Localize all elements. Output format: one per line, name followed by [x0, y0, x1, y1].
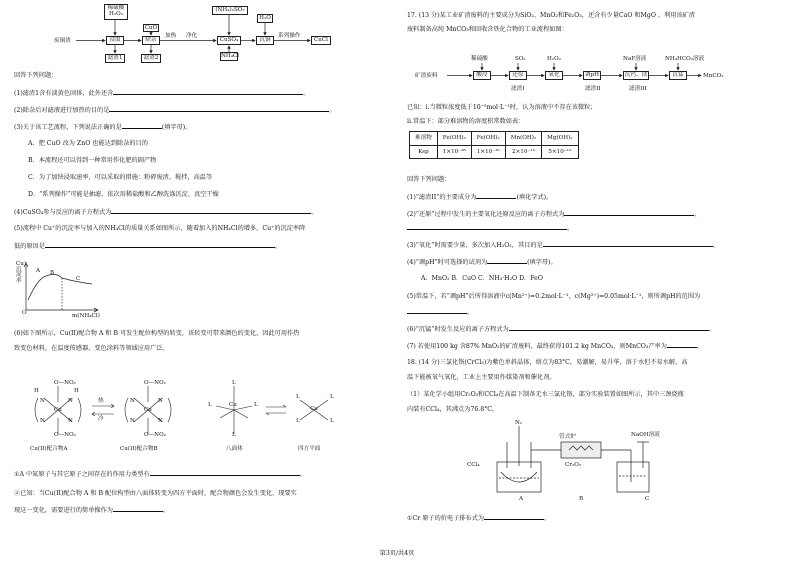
- left-q3: (3)关于该工艺流程，下列说法正确的是 (填字母)。: [14, 124, 192, 131]
- left-q3-b: B．本流程还可以得到一种常用作化肥的副产物: [28, 157, 157, 164]
- rflow-input: 矿渣废料: [415, 73, 438, 79]
- ksp-table-row: [410, 132, 579, 146]
- q17-known-2: ii.常温下：部分难溶物的溶度积常数如表：: [407, 118, 525, 125]
- complex-b-n1: N: [130, 398, 135, 404]
- left-q2: (2)除杂后对滤液进行加热的目的是 。: [14, 107, 336, 114]
- app-a: A: [519, 496, 524, 502]
- octa-cu: Cu: [229, 402, 237, 408]
- q17-2: (2)“还原”过程中发生的主要氧化还原反应的离子方程式为 、: [407, 211, 701, 218]
- left-q6-2-cont: 现这一变化，需要进行的简单操作为 。: [14, 507, 170, 514]
- app-n2: N₂: [515, 420, 523, 426]
- square-l1: L: [296, 394, 300, 400]
- page-footer: 第3页/共4页: [379, 550, 415, 557]
- flow-adjust: 除杂: [142, 36, 160, 45]
- flow-heat: 加热: [165, 33, 177, 39]
- q17-7: (7) 若使用100 kg 含87% MnO₂的矿渣废料，最终获得101.2 kg MnCO₃，则MnCO₃产率为 。: [407, 343, 704, 350]
- complex-a-h1: H: [34, 388, 39, 394]
- rflow-step1: 酸浸: [473, 71, 491, 80]
- rflow-res3: 滤渣III: [629, 86, 647, 92]
- complex-b-no2-bottom: O—NO₂: [144, 432, 166, 438]
- complex-a-h2: H: [74, 388, 79, 394]
- app-ccl4: CCl₄: [467, 462, 480, 468]
- left-q3-a: A．把 CuO 改为 ZnO 也能达到除杂的目的: [28, 140, 148, 147]
- ksp-cell: 5×10⁻¹²: [542, 145, 578, 159]
- rflow-step5: 沉钙、镁: [624, 72, 648, 78]
- flow-series: 系列操作: [278, 33, 301, 39]
- octa-l2: L: [208, 402, 212, 408]
- q18-1-sub: ①Cr 原子的价电子排布式为 。: [407, 515, 551, 522]
- left-q6-1: ①A 中氮原子与其它原子之间存在的作用力类型有 。: [14, 471, 306, 478]
- app-tube: 管式炉: [559, 434, 576, 440]
- q17-5-blank: 。: [407, 308, 785, 316]
- complex-a-n3: N: [40, 418, 45, 424]
- flow-water: H₂O: [257, 14, 273, 23]
- octa-l1: L: [232, 380, 236, 386]
- flow-arrows: [14, 0, 386, 70]
- rflow-step2: 还原: [509, 71, 527, 80]
- q18-stem: 18. (14 分)三氯化铬(CrCl₃)为紫色单斜晶体，熔点为83°C，易潮解，易升华，溶于水但不易水解，高: [407, 359, 688, 366]
- ksp-cell: Mg(OH)₂: [542, 132, 578, 146]
- q18-stem-cont: 温下能被氧气氧化，工业上主要用作媒染剂和催化剂。: [407, 374, 556, 381]
- square-l3: L: [296, 418, 300, 424]
- flow-filter1: 滤渣1: [105, 54, 125, 63]
- q17-4: (4)“调pH”时可选择的试剂为 (填字母)。: [407, 259, 557, 266]
- app-b: B: [579, 496, 584, 502]
- q17-6: (6)“沉锰”时发生反应的离子方程式为 。: [407, 326, 715, 333]
- complex-b-cu: Cu: [144, 407, 152, 413]
- q17-1: (1)“滤渣II”的主要成分为 (填化学式)。: [407, 194, 553, 201]
- ksp-cell: Fe(OH)₂: [471, 132, 505, 146]
- complex-a-n4: N: [68, 418, 73, 424]
- flow-mix: 沉铜: [256, 36, 274, 45]
- rflow-step3: 氧化: [545, 71, 563, 80]
- ksp-cell: 难溶物: [410, 132, 438, 146]
- ksp-cell: 2×10⁻¹³: [505, 145, 541, 159]
- complex-b-n3: N: [130, 418, 135, 424]
- ksp-table-row: [410, 145, 579, 159]
- flow-product: CuCl: [311, 36, 331, 45]
- complex-a-n2: N: [68, 398, 73, 404]
- graph-point-a: A: [36, 268, 41, 274]
- left-column: [14, 0, 386, 545]
- precip-graph-svg: [16, 260, 106, 320]
- flow-nh4cl: NH₄Cl: [221, 53, 240, 59]
- flow-filter2: 滤渣2: [141, 54, 161, 63]
- app-naoh: NaOH溶液: [631, 432, 660, 438]
- rflow-res2: 滤渣II: [585, 86, 601, 92]
- square-l2: L: [330, 394, 334, 400]
- left-q6-cont: 致变色材料，在温度传感器、变色涂料等领域应用广泛。: [14, 345, 169, 352]
- q17-2-blank: 。: [407, 224, 785, 232]
- rflow-arrows: [407, 0, 785, 100]
- rflow-nh4hco3: NH₄HCO₃溶液: [665, 56, 705, 62]
- left-q5-cont: 低的原因是 。: [14, 243, 282, 250]
- right-column: [407, 0, 785, 545]
- left-q-intro: 回答下列问题：: [14, 72, 58, 79]
- apparatus-svg: [437, 422, 737, 502]
- square-label: 四方平面: [298, 446, 321, 452]
- ksp-table: [409, 131, 579, 159]
- rflow-h2o2: H₂O₂: [547, 56, 561, 62]
- q17-stem-cont: 废料制备高纯 MnCO₃和回收含铁化合物的工业流程如图：: [407, 26, 568, 33]
- complex-a-no2-top: O—NO₂: [54, 380, 76, 386]
- octa-l4: L: [232, 432, 236, 438]
- octa-label: 八面体: [226, 446, 243, 452]
- rflow-step6: 沉锰: [669, 71, 687, 80]
- graph-point-c: C: [76, 276, 81, 282]
- complex-a-label: Cu(II)配合物A: [30, 446, 68, 452]
- complex-b-n2: N: [158, 398, 163, 404]
- graph-xlabel: m(NH₄Cl): [72, 313, 100, 319]
- left-q3-d: D．“系列操作”可能是抽滤、依次用稀盐酸和乙醇洗涤沉淀、真空干燥: [28, 191, 219, 198]
- ksp-cell: 1×10⁻³⁸: [437, 145, 471, 159]
- q17-3: (3)“氧化”时需要少量、多次加入H₂O₂，其目的是 。: [407, 242, 719, 249]
- complex-a-cu: Cu: [54, 407, 62, 413]
- complex-cool: 冷: [98, 416, 104, 422]
- flow-purify: 净化: [186, 33, 198, 39]
- q18-1-cont: 内装有CCl₄，其沸点为76.8°C。: [407, 406, 499, 413]
- complex-b-n4: N: [158, 418, 163, 424]
- left-q6-2: ②已知：当Cu(II)配合物 A 和 B 配位构型由八面体转变为四方平面时，配合物颜色会发生变化，现要实: [14, 490, 297, 497]
- graph-point-b: B: [50, 270, 55, 276]
- q18-1: （1）某化学小组用Cr₂O₃和CCl₄在高温下制备无水三氯化铬，部分实验装置如图所示，其中三颈烧瓶: [407, 391, 684, 398]
- complex-b-no2-top: O—NO₂: [144, 380, 166, 386]
- q17-4-options: A．MnO₂ B．CuO C．NH₃·H₂O D．FeO: [421, 275, 543, 282]
- flow-cuo: CuO: [144, 25, 158, 31]
- flow-input: 废铜渣: [54, 38, 71, 44]
- square-l4: L: [330, 418, 334, 424]
- complex-heat: 热: [98, 398, 104, 404]
- ksp-cell: Ksp: [410, 145, 438, 159]
- complex-a-n1: N: [40, 398, 45, 404]
- ksp-cell: Fe(OH)₃: [437, 132, 471, 146]
- left-q3-c: C．为了加快浸取速率，可以采取的措施：粉碎废渣、搅拌，高温等: [28, 174, 213, 181]
- flow-leach: 浸取: [106, 36, 124, 45]
- q17-known-1: 已知：i.当微粒浓度低于10⁻⁵mol·L⁻¹时，认为溶液中不存在该微粒；: [407, 104, 597, 111]
- flow-cuso: CuSO₄: [217, 36, 241, 45]
- complex-b-label: Cu(II)配合物B: [120, 446, 158, 452]
- graph-ylabel: Cu⁺沉淀率: [16, 261, 27, 284]
- app-cr2o3: Cr₂O₃: [565, 462, 582, 468]
- rflow-so2: SO₂: [515, 56, 526, 62]
- complex-a-no2-bottom: O—NO₂: [54, 432, 76, 438]
- rflow-res1: 滤渣I: [511, 86, 525, 92]
- flow-reagents: 稀硫酸 H₂O₂: [104, 4, 128, 20]
- left-q5: (5)流程中 Cu⁺的沉淀率与加入的NH₄Cl的质量关系如图所示，随着加入的NH₄Cl的增多，Cu⁺的沉淀率降: [14, 225, 306, 232]
- square-cu: Cu: [310, 406, 318, 412]
- q17-intro: 回答下列问题：: [407, 176, 451, 183]
- graph-origin: O: [22, 310, 27, 316]
- rflow-naf: NaF溶液: [623, 56, 647, 62]
- rflow-acid: 稀硫酸: [471, 56, 488, 62]
- app-c: C: [645, 496, 650, 502]
- left-q4: (4)CuSO₄参与反应的离子方程式为 。: [14, 209, 318, 216]
- rflow-product: MnCO₃: [703, 73, 724, 79]
- ksp-cell: Mn(OH)₂: [505, 132, 541, 146]
- ksp-cell: 1×10⁻¹⁶: [471, 145, 505, 159]
- left-q6: (6)如下图所示，Cu(II)配合物 A 和 B 可发生配位构型的转变，该转变可带来颜色的变化，因此可用作热: [14, 330, 300, 337]
- q17-stem: 17. (13 分)某工业矿渣废料的主要成分为SiO₂、MnO₂和Fe₂O₃，还含有少量CaO 和MgO 。利用该矿渣: [407, 12, 696, 19]
- octa-l3: L: [254, 402, 258, 408]
- q17-5: (5)常温下，若“调pH”后所得溶液中c(Mn²⁺)=0.2mol·L⁻¹、c(Mg²⁺)=0.05mol·L⁻¹，则所调pH的范围为: [407, 293, 701, 300]
- left-q1: (1)滤渣1含有淡黄色固体，此外还含 。: [14, 90, 310, 97]
- rflow-step4: 调pH: [584, 72, 600, 78]
- flow-nh4so: (NH₄)₂SO₃: [212, 6, 248, 15]
